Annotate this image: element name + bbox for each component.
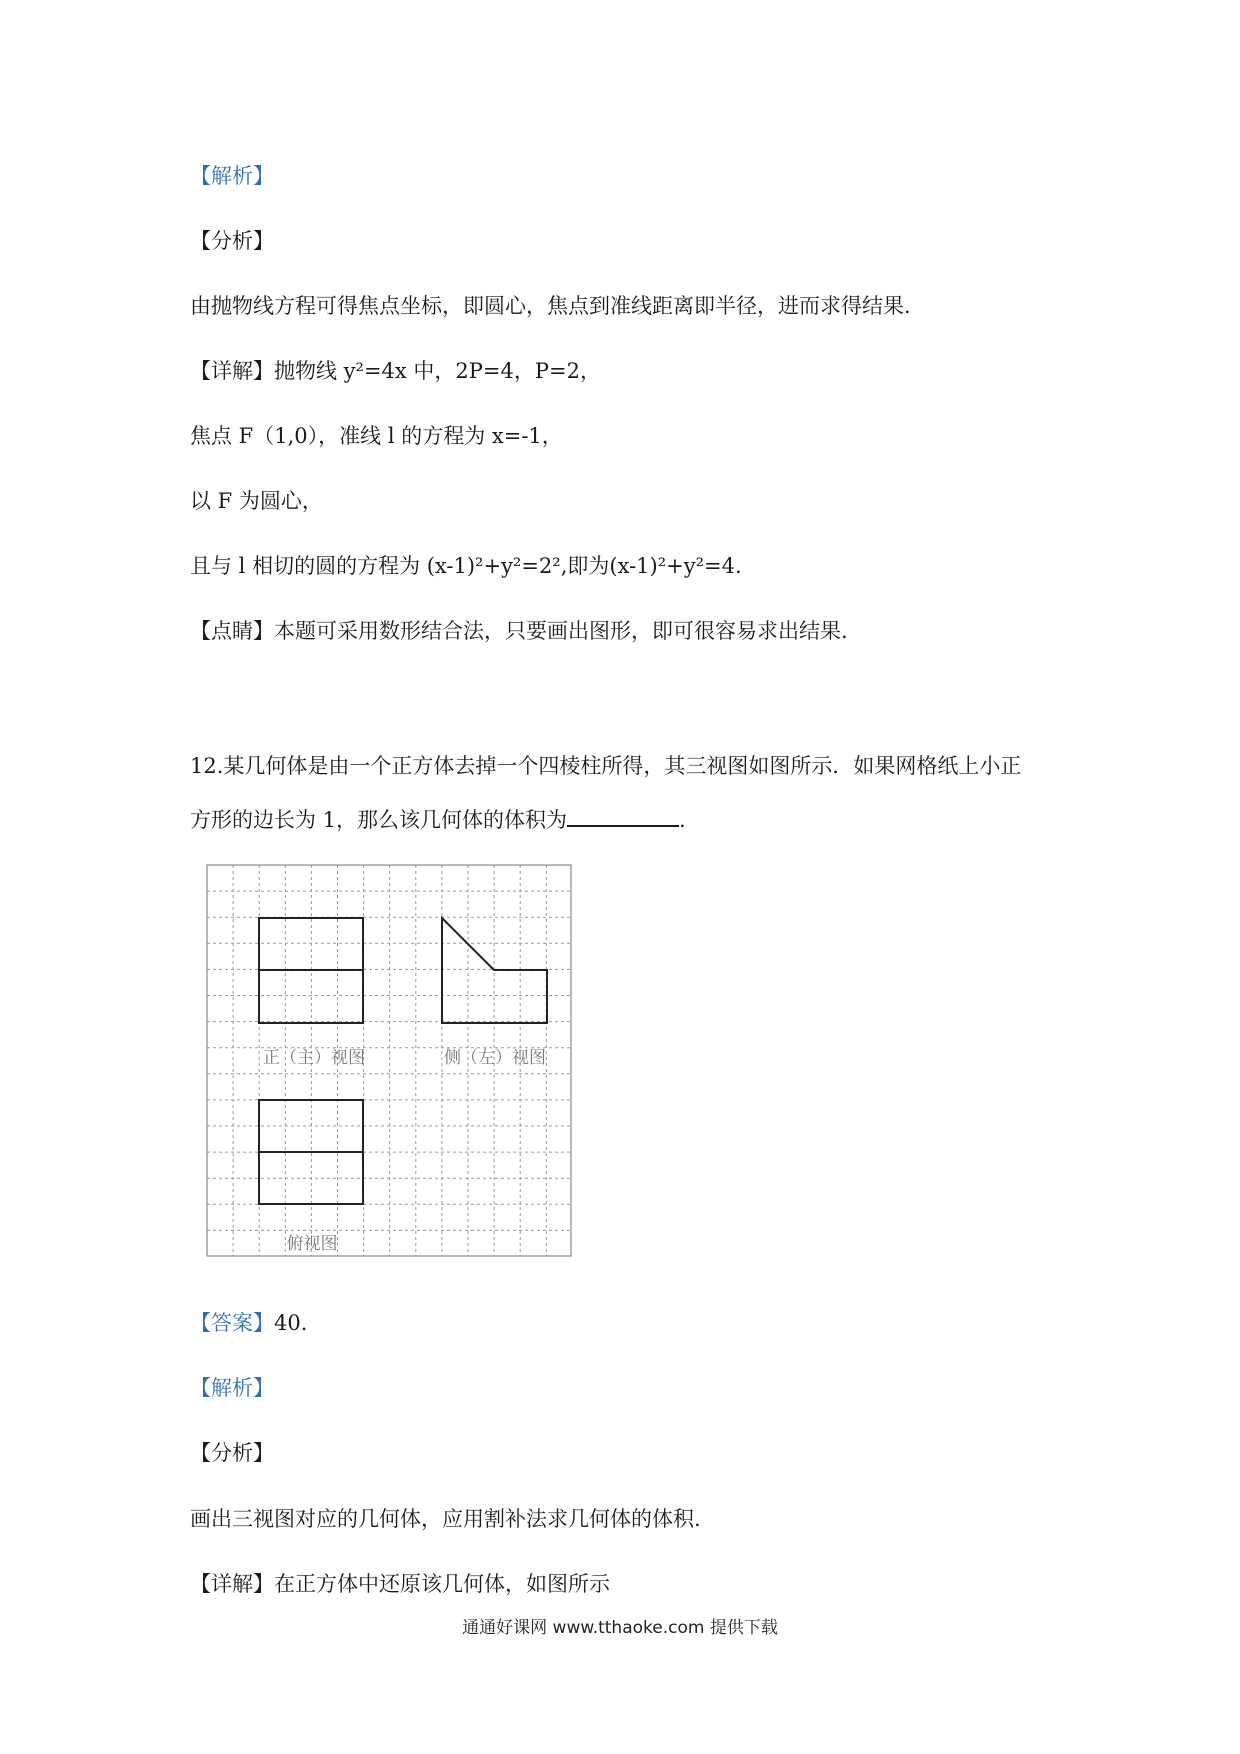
three-view-figure (204, 862, 576, 1260)
question-period: . (679, 808, 686, 832)
detail-line-3: 以 F 为圆心， (190, 489, 323, 513)
dianjing-line (190, 617, 848, 645)
detail-line-lower (190, 1570, 610, 1598)
detail-label-2: 【详解】 (190, 1572, 274, 1596)
top-view (259, 1100, 363, 1204)
dianjing-label: 【点睛】 (190, 619, 274, 643)
jiexi-heading-2: 【解析】 (190, 1376, 274, 1400)
footer: 通通好课网 www.tthaoke.com 提供下载 (462, 1618, 778, 1638)
detail-text-1: 抛物线 y²=4x 中，2P=4，P=2， (274, 359, 601, 383)
detail-text-lower: 在正方体中还原该几何体，如图所示 (274, 1572, 610, 1596)
answer-blank (567, 803, 679, 827)
fenxi-heading: 【分析】 (190, 229, 274, 253)
answer-line (190, 1309, 307, 1337)
front-view-label: 正（主）视图 (263, 1048, 365, 1068)
question-line-2 (190, 803, 686, 834)
question-text: 方形的边长为 1，那么该几何体的体积为 (190, 808, 568, 832)
detail-label: 【详解】 (190, 359, 274, 383)
answer-value: 40. (274, 1311, 308, 1335)
dianjing-text: 本题可采用数形结合法，只要画出图形，即可很容易求出结果. (274, 619, 848, 643)
fenxi-text-2: 画出三视图对应的几何体，应用割补法求几何体的体积. (190, 1507, 701, 1531)
jiexi-heading: 【解析】 (190, 164, 274, 188)
fenxi-heading-2: 【分析】 (190, 1441, 274, 1465)
side-view-label: 侧（左）视图 (444, 1048, 546, 1068)
question-line-1: 12.某几何体是由一个正方体去掉一个四棱柱所得，其三视图如图所示．如果网格纸上小正 (190, 754, 1022, 778)
detail-line-4: 且与 l 相切的圆的方程为 (x-1)²+y²=2²,即为(x-1)²+y²=4. (190, 554, 742, 578)
answer-label: 【答案】 (190, 1311, 274, 1335)
detail-line-2: 焦点 F（1,0），准线 l 的方程为 x=-1， (190, 424, 563, 448)
detail-line-1 (190, 357, 601, 385)
top-view-label: 俯视图 (286, 1234, 338, 1254)
fenxi-text: 由抛物线方程可得焦点坐标，即圆心，焦点到准线距离即半径，进而求得结果. (190, 294, 911, 318)
